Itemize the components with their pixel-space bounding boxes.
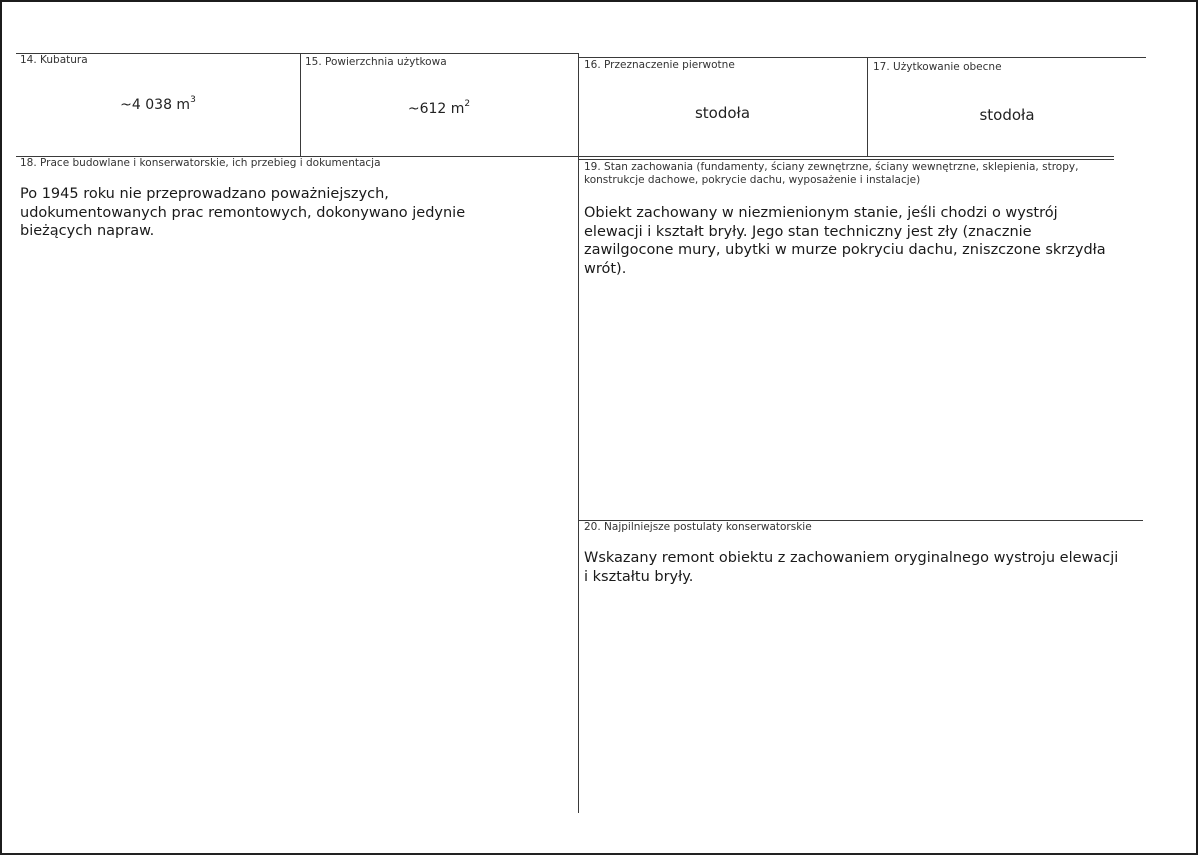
field-19-text: Obiekt zachowany w niezmienionym stanie, jeśli chodzi o wystrój elewacji i kształt bryły. Jego stan techniczny jest zły (znacznie zawilgocone mury, ubytki w murze pokryciu dachu, zniszczone skrzydła wrót). bbox=[584, 205, 1106, 277]
field-16-value: stodoła bbox=[694, 104, 751, 122]
field-14-label: 14. Kubatura bbox=[20, 54, 88, 66]
row2-top-line-right bbox=[578, 159, 1114, 160]
row1-top-line-left bbox=[16, 53, 578, 54]
field-16-label: 16. Przeznaczenie pierwotne bbox=[584, 59, 735, 71]
field-20-text: Wskazany remont obiektu z zachowaniem oryginalnego wystroju elewacji i kształtu bryły. bbox=[584, 550, 1119, 585]
scan-border-left bbox=[0, 0, 2, 855]
field-14-value-text: ~4 038 m bbox=[120, 97, 191, 113]
row1-top-line-right bbox=[578, 57, 1146, 58]
field-14-value bbox=[16, 97, 300, 113]
field-15-label: 15. Powierzchnia użytkowa bbox=[305, 56, 447, 68]
field-17-label: 17. Użytkowanie obecne bbox=[873, 61, 1002, 73]
col-divider-main bbox=[578, 53, 579, 813]
field-18-text: Po 1945 roku nie przeprowadzano poważniejszych, udokumentowanych prac remontowych, dokonywano jedynie bieżących napraw. bbox=[20, 186, 466, 239]
scan-border-top bbox=[0, 0, 1198, 2]
field-14-unit-sup: 3 bbox=[190, 95, 196, 105]
field-20-label: 20. Najpilniejsze postulaty konserwatorskie bbox=[584, 521, 812, 533]
field-18-label: 18. Prace budowlane i konserwatorskie, ich przebieg i dokumentacja bbox=[20, 157, 381, 169]
field-15-value bbox=[300, 101, 578, 117]
field-15-unit-sup: 2 bbox=[464, 99, 471, 109]
field-19-label: 19. Stan zachowania (fundamenty, ściany zewnętrzne, ściany wewnętrzne, sklepienia, stropy, konstrukcje dachowe, pokrycie dachu, wyposażenie i instalacje) bbox=[584, 161, 1079, 186]
field-15-value-text: ~612 m bbox=[407, 101, 465, 117]
field-17-value: stodoła bbox=[979, 106, 1035, 124]
